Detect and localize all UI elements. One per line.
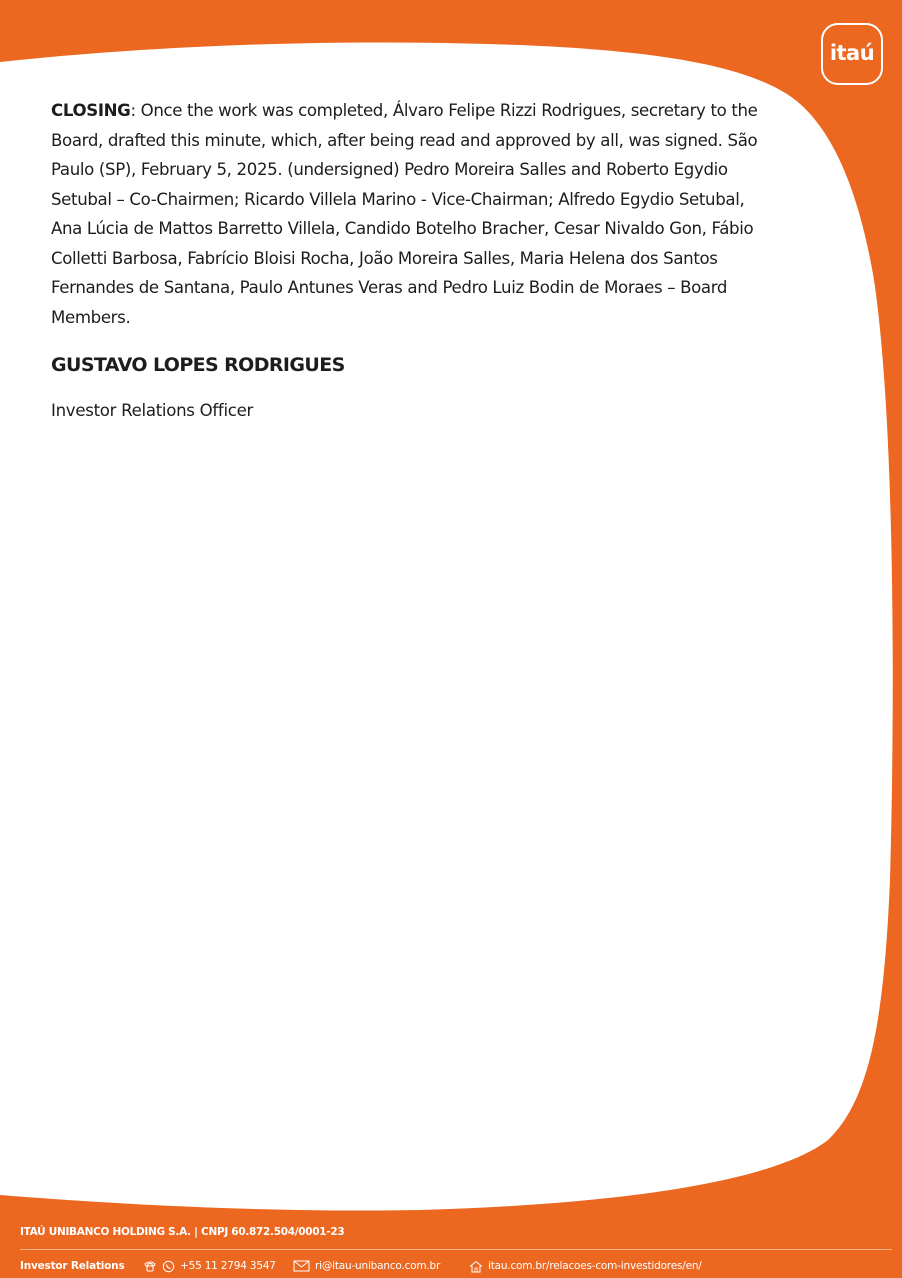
closing-text: : Once the work was completed, Álvaro Felipe Rizzi Rodrigues, secretary to the Board, drafted this minute, which, after being read and approved by all, was signed. São Paulo (SP), February 5, 2025. (undersigned) Pedro Moreira Salles and Roberto Egydio Setubal – Co-Chairmen; Ricardo Villela Marino - Vice-Chairman; Alfredo Egydio Setubal, Ana Lúcia de Mattos Barretto Villela, Candido Botelho Bracher, Cesar Nivaldo Gon, Fábio Colletti Barbosa, Fabrício Bloisi Rocha, João Moreira Salles, Maria Helena dos Santos Fernandes de Santana, Paulo Antunes Veras and Pedro Luiz Bodin de Moraes – Board Members. [51,101,758,327]
whatsapp-icon [162,1260,175,1273]
closing-heading: CLOSING [51,101,131,120]
home-icon [469,1260,483,1273]
document-body [51,96,776,420]
footer-company: ITAÚ UNIBANCO HOLDING S.A. | CNPJ 60.872.504/0001-23 [20,1226,345,1238]
footer-phone[interactable] [143,1257,276,1275]
footer-email[interactable] [293,1257,440,1275]
closing-paragraph [51,96,776,332]
footer-divider [20,1249,892,1250]
mail-icon [293,1260,310,1272]
logo-text: itaú [829,41,875,65]
itau-logo [821,23,883,85]
footer-website-text: itau.com.br/relacoes-com-investidores/en/ [488,1260,702,1272]
signer-name: GUSTAVO LOPES RODRIGUES [51,354,345,376]
phone-icon [143,1260,157,1272]
footer-phone-text: +55 11 2794 3547 [180,1260,276,1272]
footer-website[interactable] [469,1257,702,1275]
footer-email-text: ri@itau-unibanco.com.br [315,1260,441,1272]
footer-section-label: Investor Relations [20,1260,125,1272]
footer-contacts [20,1257,892,1275]
signer-title: Investor Relations Officer [51,401,254,420]
